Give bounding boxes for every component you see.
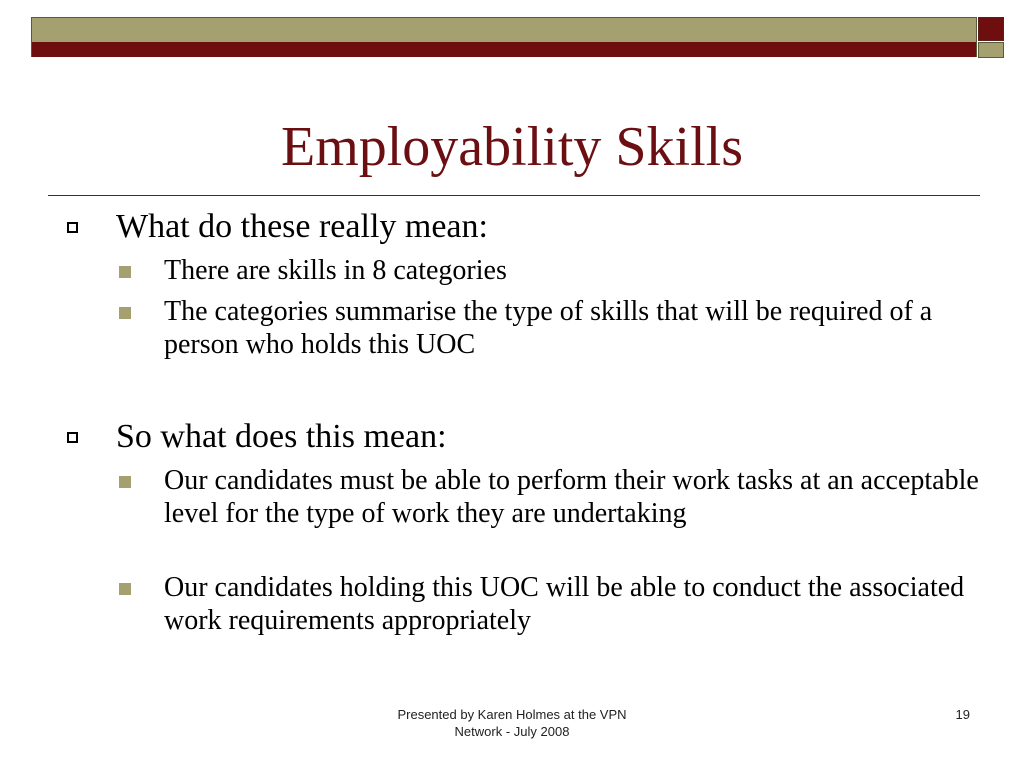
section-heading: So what does this mean: <box>116 418 447 455</box>
footer-line: Network - July 2008 <box>454 724 570 739</box>
footer-line: Presented by Karen Holmes at the VPN <box>397 707 627 722</box>
filled-square-bullet-icon <box>119 266 131 278</box>
slide-title: Employability Skills <box>280 116 744 178</box>
corner-maroon-block <box>978 17 1004 41</box>
filled-square-bullet-icon <box>119 307 131 319</box>
filled-square-bullet-icon <box>119 583 131 595</box>
header-olive-band <box>32 18 976 42</box>
filled-square-bullet-icon <box>119 476 131 488</box>
bullet-point: Our candidates must be able to perform their work tasks at an acceptable level for the type of work they are undertaking <box>164 465 979 529</box>
page-number: 19 <box>955 707 970 722</box>
bullet-point: Our candidates holding this UOC will be able to conduct the associated work requirements appropriately <box>164 572 965 636</box>
corner-olive-block <box>978 42 1004 58</box>
bullet-point: There are skills in 8 categories <box>164 255 507 286</box>
header-maroon-band <box>32 42 976 57</box>
header-decoration-bar <box>31 17 977 57</box>
footer-presenter-note <box>362 706 662 740</box>
bullet-point: The categories summarise the type of skills that will be required of a person who holds this UOC <box>164 296 933 360</box>
hollow-square-bullet-icon <box>67 432 78 443</box>
title-divider <box>48 195 980 196</box>
hollow-square-bullet-icon <box>67 222 78 233</box>
section-heading: What do these really mean: <box>116 208 488 245</box>
